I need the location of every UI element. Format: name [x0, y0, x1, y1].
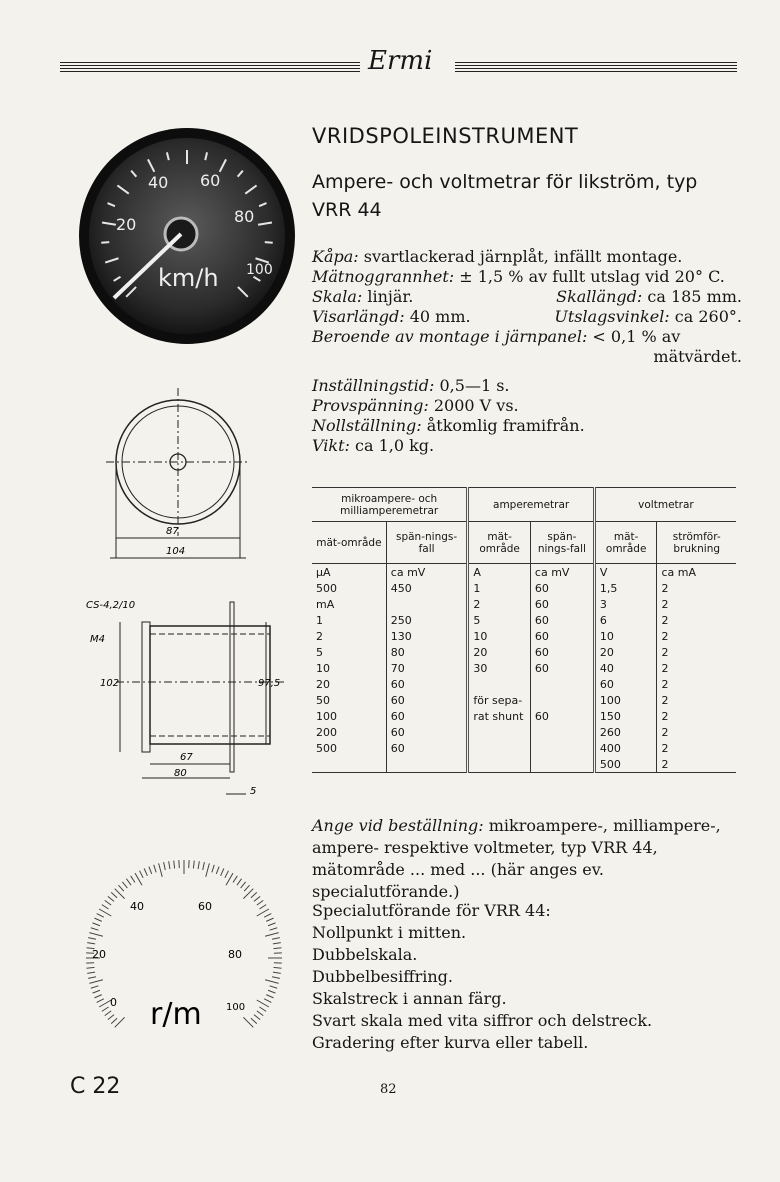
spec-beroende-cont: mätvärdet. [653, 347, 742, 366]
table-cell: 60 [530, 644, 594, 660]
group-ampere: amperemetrar [468, 488, 595, 522]
table-cell: 2 [657, 628, 736, 644]
dial-label-0: 0 [110, 996, 117, 1009]
table-cell: 60 [530, 660, 594, 676]
dim-102: 102 [100, 678, 120, 689]
dim-97-5: 97,5 [258, 678, 281, 689]
table-cell: 1 [316, 613, 323, 627]
table-cell: 40 [594, 660, 657, 676]
table-cell: 2 [657, 724, 736, 740]
table-cell: 2 [657, 596, 736, 612]
table-cell [386, 756, 468, 773]
table-cell: 30 [468, 660, 531, 676]
table-cell: 50 [316, 693, 330, 707]
table-cell: 250 [386, 612, 468, 628]
subhead: mät-område [316, 536, 382, 549]
table-cell: 1 [468, 580, 531, 596]
table-cell: 60 [386, 740, 468, 756]
dim-80: 80 [174, 768, 187, 779]
unit-cell: µA [316, 565, 331, 579]
range-table [312, 487, 736, 773]
header-rule-right [455, 62, 737, 72]
page-subtitle: Ampere- och voltmetrar för likström, typ VRR 44 [312, 171, 698, 221]
table-cell: 400 [594, 740, 657, 756]
table-cell: för sepa- [468, 692, 531, 708]
speedometer-image [78, 126, 296, 346]
table-row [312, 692, 736, 708]
dim-67: 67 [180, 752, 193, 763]
table-cell [468, 676, 531, 692]
special-list [312, 900, 652, 1054]
gauge-label-20: 20 [116, 215, 137, 234]
table-cell: 500 [316, 581, 337, 595]
unit-cell: ca mV [530, 564, 594, 581]
front-view-drawing [100, 378, 270, 568]
table-cell [530, 724, 594, 740]
unit-cell: V [594, 564, 657, 581]
dial-unit: r/m [150, 997, 202, 1032]
subhead: spän-nings-fall [530, 522, 594, 564]
table-row [312, 756, 736, 773]
table-cell: 200 [316, 725, 337, 739]
spec-installning: Inställningstid: 0,5—1 s. [312, 376, 510, 395]
special-title: Specialutförande för VRR 44: [312, 901, 551, 920]
spec-kapa: Kåpa: svartlackerad järnplåt, infällt montage. [312, 247, 683, 266]
table-row [312, 724, 736, 740]
dim-87: 87 [166, 526, 179, 537]
table-cell: 1,5 [594, 580, 657, 596]
special-item: Gradering efter kurva eller tabell. [312, 1033, 589, 1052]
dial-label-80: 80 [228, 948, 242, 961]
table-cell: 60 [386, 724, 468, 740]
table-cell: 2 [657, 740, 736, 756]
table-cell [386, 596, 468, 612]
table-cell: 100 [594, 692, 657, 708]
table-cell: 60 [386, 692, 468, 708]
table-cell: 60 [530, 612, 594, 628]
table-cell: 10 [468, 628, 531, 644]
table-cell: 2 [657, 612, 736, 628]
gauge-label-80: 80 [234, 207, 255, 226]
group-volt: voltmetrar [594, 488, 736, 522]
group-mikro: mikroampere- och milliamperemetrar [340, 492, 439, 517]
table-cell [530, 676, 594, 692]
table-cell: 60 [530, 596, 594, 612]
table-cell: 2 [657, 660, 736, 676]
catalog-code: C 22 [70, 1074, 121, 1099]
spec-visar-row: Visarlängd: 40 mm. Utslagsvinkel: ca 260°. [312, 307, 742, 326]
table-cell: 2 [657, 580, 736, 596]
table-cell: 500 [316, 741, 337, 755]
dim-cs: CS-4,2/10 [86, 600, 136, 611]
table-cell [312, 756, 386, 773]
table-row [312, 644, 736, 660]
subhead: mät-område [468, 522, 531, 564]
subhead: mät-område [594, 522, 657, 564]
table-cell: 70 [386, 660, 468, 676]
unit-cell: ca mA [657, 564, 736, 581]
spec-block-2 [312, 376, 585, 456]
table-cell: 20 [468, 644, 531, 660]
special-item: Dubbelskala. [312, 945, 418, 964]
table-cell: 2 [657, 708, 736, 724]
table-cell: 5 [468, 612, 531, 628]
table-cell: 60 [530, 580, 594, 596]
dim-5: 5 [250, 786, 257, 797]
table-cell: 100 [316, 709, 337, 723]
table-row [312, 708, 736, 724]
dim-104: 104 [166, 546, 186, 557]
table-row [312, 596, 736, 612]
table-cell: 3 [594, 596, 657, 612]
spec-provspanning: Provspänning: 2000 V vs. [312, 396, 519, 415]
special-item: Nollpunkt i mitten. [312, 923, 467, 942]
gauge-label-100: 100 [246, 262, 273, 278]
gauge-unit: km/h [158, 264, 219, 292]
dial-label-20: 20 [92, 948, 106, 961]
unit-cell: A [468, 564, 531, 581]
special-item: Svart skala med vita siffror och delstreck. [312, 1011, 653, 1030]
table-row [312, 660, 736, 676]
unit-cell: ca mV [386, 564, 468, 581]
table-cell: 20 [316, 677, 330, 691]
rpm-dial-drawing [74, 848, 294, 1048]
side-view-drawing [86, 582, 296, 802]
subhead: strömför-brukning [657, 522, 736, 564]
table-cell: 450 [386, 580, 468, 596]
spec-skala-row: Skala: linjär. Skallängd: ca 185 mm. [312, 287, 742, 306]
table-cell: 2 [657, 676, 736, 692]
dial-label-100: 100 [226, 1002, 246, 1013]
spec-beroende: Beroende av montage i järnpanel: < 0,1 % av [312, 327, 681, 346]
table-cell [468, 756, 531, 773]
spec-noggrannhet: Mätnoggrannhet: ± 1,5 % av fullt utslag vid 20° C. [312, 267, 725, 286]
dim-m4: M4 [90, 634, 105, 645]
table-cell: 60 [594, 676, 657, 692]
table-cell: mA [316, 597, 335, 611]
spec-nollstallning: Nollställning: åtkomlig framifrån. [312, 416, 585, 435]
table-cell: 60 [386, 708, 468, 724]
table-cell [530, 740, 594, 756]
table-cell: rat shunt [468, 708, 531, 724]
table-cell: 2 [468, 596, 531, 612]
table-row [312, 580, 736, 596]
gauge-label-60: 60 [200, 171, 221, 190]
table-cell [468, 740, 531, 756]
table-cell: 60 [530, 708, 594, 724]
dial-label-60: 60 [198, 900, 212, 913]
table-cell: 2 [316, 629, 323, 643]
table-cell: 5 [316, 645, 323, 659]
page-title: VRIDSPOLEINSTRUMENT [312, 124, 579, 148]
subhead: spän-nings-fall [386, 522, 468, 564]
table-cell: 500 [594, 756, 657, 773]
special-item: Dubbelbesiffring. [312, 967, 454, 986]
page-number: 82 [380, 1082, 397, 1097]
table-cell: 20 [594, 644, 657, 660]
table-row [312, 676, 736, 692]
table-cell: 10 [316, 661, 330, 675]
table-cell [530, 692, 594, 708]
table-cell: 2 [657, 692, 736, 708]
dial-label-40: 40 [130, 900, 144, 913]
table-units-row [312, 564, 736, 581]
gauge-label-40: 40 [148, 173, 169, 192]
table-cell: 10 [594, 628, 657, 644]
table-cell: 2 [657, 644, 736, 660]
table-cell: 260 [594, 724, 657, 740]
spec-vikt: Vikt: ca 1,0 kg. [312, 436, 435, 455]
table-cell: 60 [530, 628, 594, 644]
header-rule-left [60, 62, 360, 72]
table-cell: 60 [386, 676, 468, 692]
table-cell: 130 [386, 628, 468, 644]
table-cell: 6 [594, 612, 657, 628]
table-cell: 2 [657, 756, 736, 773]
table-cell: 150 [594, 708, 657, 724]
order-note: Ange vid beställning: mikroampere-, milliampere-, ampere- respektive voltmeter, typ VRR 44, mätområde ... med ... (här anges ev. specialutförande.) [312, 816, 721, 901]
brand-logo: Ermi [368, 46, 433, 76]
table-row [312, 628, 736, 644]
table-row [312, 740, 736, 756]
table-cell [530, 756, 594, 773]
table-cell: 80 [386, 644, 468, 660]
table-cell [468, 724, 531, 740]
special-item: Skalstreck i annan färg. [312, 989, 507, 1008]
spec-block [312, 247, 742, 367]
table-row [312, 612, 736, 628]
